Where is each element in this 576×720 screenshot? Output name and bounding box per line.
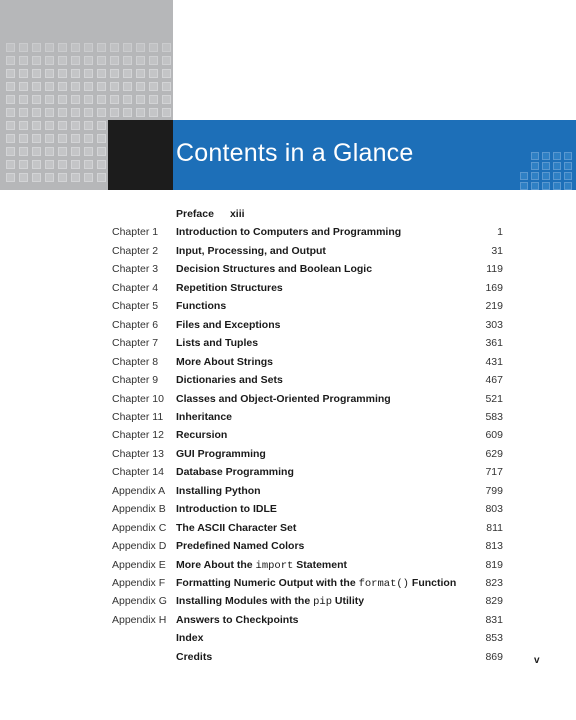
- toc-title[interactable]: Input, Processing, and Output: [176, 244, 326, 257]
- pattern-square: [32, 121, 41, 130]
- pattern-square: [45, 56, 54, 65]
- pattern-square: [6, 56, 15, 65]
- toc-title[interactable]: More About Strings: [176, 355, 274, 368]
- toc-row: [0, 353, 576, 371]
- pattern-square: [32, 160, 41, 169]
- pattern-square: [19, 121, 28, 130]
- pattern-square: [45, 95, 54, 104]
- toc-label: Appendix E: [112, 558, 166, 571]
- pattern-square: [84, 160, 93, 169]
- pattern-square: [71, 82, 80, 91]
- pattern-square: [123, 56, 132, 65]
- pattern-square: [136, 56, 145, 65]
- toc-row: [0, 279, 576, 297]
- pattern-square: [149, 56, 158, 65]
- toc-title[interactable]: [176, 592, 364, 611]
- pattern-square: [110, 69, 119, 78]
- pattern-square: [71, 95, 80, 104]
- pattern-square: [84, 134, 93, 143]
- pattern-square: [123, 82, 132, 91]
- pattern-square: [110, 56, 119, 65]
- toc-row: [0, 316, 576, 334]
- toc-title[interactable]: Introduction to Computers and Programming: [176, 226, 402, 239]
- pattern-square: [97, 160, 106, 169]
- pattern-square: [97, 134, 106, 143]
- header-black-decoration: [108, 120, 174, 190]
- pattern-square: [84, 56, 93, 65]
- pattern-square: [110, 82, 119, 91]
- toc-row: [0, 537, 576, 555]
- toc-page-number: 813: [485, 540, 503, 553]
- toc-page-number: 799: [485, 484, 503, 497]
- toc-page-number: 853: [485, 632, 503, 645]
- pattern-square: [564, 172, 572, 180]
- toc-page-number: 583: [485, 410, 503, 423]
- pattern-square: [32, 69, 41, 78]
- pattern-square: [19, 147, 28, 156]
- pattern-square: [6, 69, 15, 78]
- toc-title[interactable]: Database Programming: [176, 466, 294, 479]
- pattern-square: [520, 172, 528, 180]
- pattern-square: [58, 108, 67, 117]
- toc-row: [0, 500, 576, 518]
- toc-label: Chapter 13: [112, 447, 164, 460]
- page-title: Contents in a Glance: [176, 139, 414, 167]
- pattern-square: [136, 95, 145, 104]
- toc-row: [0, 574, 576, 592]
- pattern-square: [6, 95, 15, 104]
- toc-preface-row: [0, 205, 576, 223]
- pattern-square: [45, 147, 54, 156]
- pattern-square: [149, 82, 158, 91]
- pattern-square: [97, 56, 106, 65]
- pattern-square: [32, 134, 41, 143]
- toc-label: Chapter 7: [112, 337, 159, 350]
- pattern-square: [19, 69, 28, 78]
- pattern-square: [542, 172, 550, 180]
- toc-row: [0, 334, 576, 352]
- toc-label: Chapter 10: [112, 392, 164, 405]
- pattern-square: [71, 56, 80, 65]
- toc-title-text: Statement: [293, 558, 348, 571]
- pattern-square: [110, 43, 119, 52]
- toc-row: [0, 463, 576, 481]
- pattern-square: [71, 43, 80, 52]
- toc-title[interactable]: GUI Programming: [176, 447, 266, 460]
- pattern-square: [19, 173, 28, 182]
- pattern-square: [58, 43, 67, 52]
- toc-row: [0, 260, 576, 278]
- pattern-square: [6, 82, 15, 91]
- toc-title-text: Installing Modules with the: [176, 595, 314, 608]
- toc-page-number: 1: [497, 226, 503, 239]
- toc-page-number: 609: [485, 429, 503, 442]
- toc-label: Appendix F: [112, 577, 166, 589]
- pattern-square: [531, 152, 539, 160]
- toc-title[interactable]: Functions: [176, 300, 227, 313]
- pattern-square: [19, 160, 28, 169]
- pattern-square: [45, 121, 54, 130]
- toc-title[interactable]: Repetition Structures: [176, 281, 283, 294]
- toc-title-text: Function: [409, 577, 457, 589]
- toc-page-number: 119: [486, 263, 503, 276]
- toc-page-number: 31: [491, 244, 503, 257]
- pattern-square: [97, 43, 106, 52]
- pattern-square: [564, 152, 572, 160]
- pattern-square: [162, 108, 171, 117]
- pattern-square: [58, 121, 67, 130]
- toc-label: Appendix G: [112, 595, 167, 608]
- toc-title-code: format(): [358, 578, 409, 590]
- pattern-square: [531, 182, 539, 190]
- toc-row: [0, 629, 576, 647]
- toc-title[interactable]: Credits: [176, 650, 213, 663]
- pattern-square: [97, 121, 106, 130]
- pattern-square: [32, 173, 41, 182]
- toc-label: Chapter 1: [112, 226, 159, 239]
- pattern-square: [123, 69, 132, 78]
- toc-page-number: 219: [485, 300, 503, 313]
- pattern-square: [162, 43, 171, 52]
- pattern-square: [71, 69, 80, 78]
- toc-title[interactable]: Installing Python: [176, 484, 261, 497]
- pattern-square: [32, 95, 41, 104]
- pattern-square: [564, 182, 572, 190]
- pattern-square: [45, 108, 54, 117]
- pattern-square: [58, 95, 67, 104]
- pattern-square: [6, 134, 15, 143]
- pattern-square: [71, 160, 80, 169]
- toc-label: Appendix H: [112, 613, 167, 626]
- pattern-square: [6, 173, 15, 182]
- toc-title-code: pip: [313, 596, 332, 609]
- toc-title[interactable]: Predefined Named Colors: [176, 540, 305, 553]
- pattern-square: [45, 69, 54, 78]
- toc-label: Chapter 12: [112, 429, 164, 442]
- pattern-square: [553, 172, 561, 180]
- pattern-square: [6, 147, 15, 156]
- toc-label: Chapter 14: [112, 466, 164, 479]
- toc-label: Chapter 3: [112, 263, 159, 276]
- toc-title[interactable]: Dictionaries and Sets: [176, 374, 283, 386]
- pattern-square: [542, 182, 550, 190]
- pattern-square: [6, 121, 15, 130]
- pattern-square: [84, 173, 93, 182]
- toc-title[interactable]: [176, 556, 347, 575]
- toc-label: Chapter 11: [112, 410, 164, 423]
- pattern-square: [84, 121, 93, 130]
- toc-row: [0, 408, 576, 426]
- toc-title-text: Formatting Numeric Output with the: [176, 577, 359, 589]
- pattern-square: [71, 147, 80, 156]
- pattern-square: [19, 82, 28, 91]
- toc-title[interactable]: Lists and Tuples: [176, 337, 259, 350]
- toc-label: Appendix B: [112, 503, 166, 516]
- pattern-square: [58, 82, 67, 91]
- pattern-square: [58, 160, 67, 169]
- pattern-square: [162, 82, 171, 91]
- toc-page-number: 431: [485, 355, 503, 368]
- pattern-square: [32, 108, 41, 117]
- toc-page-number: 361: [485, 337, 503, 350]
- pattern-square: [136, 108, 145, 117]
- toc-row: [0, 297, 576, 315]
- toc-title-text: More About the: [176, 558, 256, 571]
- pattern-square: [45, 43, 54, 52]
- pattern-square: [19, 56, 28, 65]
- toc-row: [0, 648, 576, 666]
- toc-label: Appendix C: [112, 521, 167, 534]
- pattern-square: [45, 82, 54, 91]
- toc-page-number: 811: [486, 521, 503, 534]
- toc-label: Chapter 8: [112, 355, 159, 368]
- toc-row: [0, 556, 576, 574]
- pattern-square: [71, 173, 80, 182]
- toc-page-number: 521: [485, 392, 503, 405]
- pattern-square: [58, 173, 67, 182]
- pattern-square: [149, 95, 158, 104]
- pattern-square: [84, 108, 93, 117]
- pattern-square: [32, 43, 41, 52]
- pattern-square: [32, 147, 41, 156]
- toc-preface-title: Preface: [176, 208, 214, 220]
- toc-row: [0, 426, 576, 444]
- toc-row: [0, 611, 576, 629]
- pattern-square: [110, 108, 119, 117]
- toc-page-number: 831: [485, 613, 503, 626]
- pattern-square: [553, 152, 561, 160]
- pattern-square: [58, 134, 67, 143]
- pattern-square: [97, 82, 106, 91]
- pattern-square: [45, 160, 54, 169]
- pattern-square: [149, 43, 158, 52]
- toc-title[interactable]: Answers to Checkpoints: [176, 613, 299, 626]
- pattern-square: [84, 95, 93, 104]
- pattern-square: [84, 43, 93, 52]
- pattern-square: [136, 82, 145, 91]
- pattern-square: [45, 173, 54, 182]
- toc-row: [0, 592, 576, 610]
- toc-label: Chapter 4: [112, 281, 159, 294]
- pattern-square: [19, 95, 28, 104]
- pattern-square: [149, 108, 158, 117]
- pattern-square: [520, 182, 528, 190]
- pattern-square: [6, 160, 15, 169]
- toc-title[interactable]: Index: [176, 632, 204, 645]
- pattern-square: [71, 121, 80, 130]
- pattern-square: [6, 43, 15, 52]
- toc-title[interactable]: Inheritance: [176, 410, 233, 423]
- page-number: v: [534, 655, 540, 666]
- pattern-square: [531, 172, 539, 180]
- pattern-square: [97, 108, 106, 117]
- toc-title-code: import: [255, 559, 294, 572]
- pattern-square: [162, 69, 171, 78]
- pattern-square: [71, 134, 80, 143]
- pattern-square: [19, 43, 28, 52]
- toc-label: Chapter 9: [112, 374, 159, 386]
- pattern-square: [45, 134, 54, 143]
- pattern-square: [97, 173, 106, 182]
- toc-preface: [176, 205, 245, 223]
- toc-page-number: 169: [485, 281, 503, 294]
- pattern-square: [58, 147, 67, 156]
- toc-title[interactable]: Recursion: [176, 429, 228, 442]
- toc-title[interactable]: The ASCII Character Set: [176, 521, 297, 534]
- pattern-square: [6, 108, 15, 117]
- pattern-square: [97, 95, 106, 104]
- toc-title[interactable]: Decision Structures and Boolean Logic: [176, 263, 373, 276]
- pattern-square: [123, 43, 132, 52]
- blue-square-pattern: [516, 150, 576, 190]
- toc-label: Appendix D: [112, 540, 167, 553]
- toc-row: [0, 371, 576, 389]
- pattern-square: [97, 69, 106, 78]
- pattern-square: [58, 69, 67, 78]
- toc-row: [0, 242, 576, 260]
- pattern-square: [136, 43, 145, 52]
- toc-page-number: 629: [485, 447, 503, 460]
- pattern-square: [71, 108, 80, 117]
- pattern-square: [84, 147, 93, 156]
- toc-title[interactable]: Classes and Object-Oriented Programming: [176, 392, 391, 405]
- pattern-square: [19, 134, 28, 143]
- toc-page-number: 303: [485, 318, 503, 331]
- pattern-square: [553, 162, 561, 170]
- pattern-square: [84, 69, 93, 78]
- pattern-square: [110, 95, 119, 104]
- pattern-square: [542, 152, 550, 160]
- pattern-square: [553, 182, 561, 190]
- toc-page-number: 823: [485, 577, 503, 589]
- toc-row: [0, 482, 576, 500]
- toc-row: [0, 519, 576, 537]
- toc-label: Appendix A: [112, 484, 166, 497]
- toc-row: [0, 445, 576, 463]
- pattern-square: [32, 82, 41, 91]
- toc-title[interactable]: Files and Exceptions: [176, 318, 281, 331]
- toc-row: [0, 223, 576, 241]
- toc-page-number: 717: [485, 466, 503, 479]
- toc-title[interactable]: Introduction to IDLE: [176, 503, 277, 516]
- pattern-square: [149, 69, 158, 78]
- pattern-square: [162, 95, 171, 104]
- pattern-square: [136, 69, 145, 78]
- toc-page-number: 819: [485, 558, 503, 571]
- toc-label: Chapter 6: [112, 318, 159, 331]
- pattern-square: [19, 108, 28, 117]
- pattern-square: [123, 108, 132, 117]
- pattern-square: [123, 95, 132, 104]
- pattern-square: [542, 162, 550, 170]
- pattern-square: [32, 56, 41, 65]
- toc-preface-page: xiii: [229, 208, 245, 220]
- toc-label: Chapter 5: [112, 300, 159, 313]
- toc-page-number: 803: [485, 503, 503, 516]
- pattern-square: [531, 162, 539, 170]
- toc-page-number: 467: [485, 374, 503, 386]
- pattern-square: [564, 162, 572, 170]
- toc-page-number: 829: [485, 595, 503, 608]
- pattern-square: [84, 82, 93, 91]
- toc-title-text: Utility: [332, 595, 365, 608]
- toc-row: [0, 390, 576, 408]
- pattern-square: [58, 56, 67, 65]
- pattern-square: [97, 147, 106, 156]
- pattern-square: [162, 56, 171, 65]
- toc-label: Chapter 2: [112, 244, 159, 257]
- toc-page-number: 869: [485, 650, 503, 663]
- toc-title[interactable]: [176, 574, 456, 593]
